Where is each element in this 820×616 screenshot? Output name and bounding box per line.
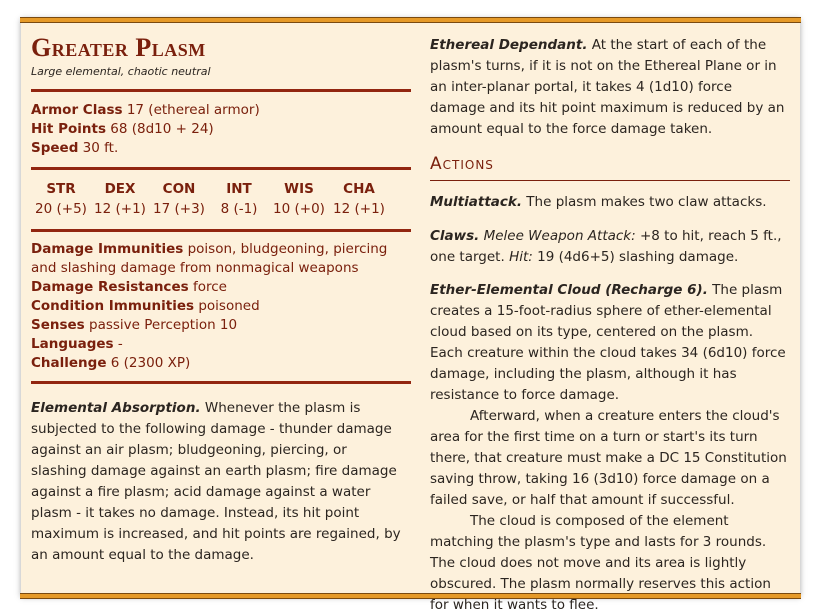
trait-elemental-absorption bbox=[31, 398, 401, 566]
action-text-2: Afterward, when a creature enters the cloud's area for the first time on a turn or start's its turn there, that creature must make a DC 15 Constitution saving throw, taking 16 (3d10) force damage on a failed save, or half that amount if successful. bbox=[430, 408, 787, 508]
ability-score: 17 (+3) bbox=[153, 201, 205, 217]
ability-label: DEX bbox=[104, 181, 136, 197]
left-column bbox=[31, 19, 411, 597]
action-claws bbox=[430, 226, 785, 268]
ability-label: STR bbox=[46, 181, 76, 197]
monster-type: Large elemental, chaotic neutral bbox=[31, 65, 211, 78]
action-text-3: The cloud is composed of the element matching the plasm's type and lasts for 3 rounds. The cloud does not move and its area is lightly obscured. The plasm normally reserves this action for when it wants to flee. bbox=[430, 513, 771, 613]
divider bbox=[31, 381, 411, 384]
divider bbox=[31, 167, 411, 170]
action-text: +8 to hit, reach 5 ft., one target. bbox=[430, 228, 782, 265]
stat-block bbox=[21, 19, 800, 613]
action-text: The plasm makes two claw attacks. bbox=[526, 194, 767, 210]
right-column bbox=[430, 19, 790, 613]
damage-immunities: Damage Immunities poison, bludgeoning, piercing and slashing damage from nonmagical weapons bbox=[31, 241, 388, 276]
hit-text: 19 (4d6+5) slashing damage. bbox=[537, 249, 739, 265]
senses: Senses passive Perception 10 bbox=[31, 317, 238, 333]
action-name: Multiattack. bbox=[430, 194, 522, 210]
damage-resistances: Damage Resistances force bbox=[31, 279, 227, 295]
hit-points: Hit Points 68 (8d10 + 24) bbox=[31, 121, 214, 137]
ability-score: 8 (-1) bbox=[220, 201, 258, 217]
actions-heading: Actions bbox=[430, 154, 494, 174]
action-ether-elemental-cloud bbox=[430, 280, 787, 616]
trait-name: Elemental Absorption. bbox=[31, 400, 201, 416]
divider bbox=[31, 229, 411, 232]
actions-divider bbox=[430, 180, 790, 181]
hit-label: Hit: bbox=[509, 249, 533, 265]
ability-score: 12 (+1) bbox=[94, 201, 146, 217]
speed: Speed 30 ft. bbox=[31, 140, 119, 156]
ability-score: 10 (+0) bbox=[273, 201, 325, 217]
ability-label: CON bbox=[162, 181, 196, 197]
ability-score: 12 (+1) bbox=[333, 201, 385, 217]
trait-text: At the start of each of the plasm's turns, if it is not on the Ethereal Plane or in an inter-planar portal, it takes 4 (1d10) force damage and its hit point maximum is reduced by an amount equal to the force damage taken. bbox=[430, 37, 785, 137]
attack-type: Melee Weapon Attack: bbox=[483, 228, 636, 244]
ability-scores bbox=[31, 181, 391, 221]
monster-name: Greater Plasm bbox=[31, 33, 206, 62]
challenge: Challenge 6 (2300 XP) bbox=[31, 355, 191, 371]
ability-label: INT bbox=[226, 181, 252, 197]
action-name: Claws. bbox=[430, 228, 480, 244]
ability-score: 20 (+5) bbox=[35, 201, 87, 217]
trait-text: Whenever the plasm is subjected to the following damage - thunder damage against an air plasm; bludgeoning, piercing, or slashing damage against an earth plasm; fire damage against a fire plasm; acid damage against a water plasm - it takes no damage. Instead, its hit point maximum is increased, and hit points are regained, by an amount equal to the damage. bbox=[31, 400, 401, 563]
trait-ethereal-dependant bbox=[430, 35, 785, 140]
trait-name: Ethereal Dependant. bbox=[430, 37, 588, 53]
action-multiattack bbox=[430, 192, 785, 213]
languages: Languages - bbox=[31, 336, 123, 352]
action-text: The plasm creates a 15-foot-radius sphere of ether-elemental cloud based on its type, centered on the plasm. Each creature within the cloud takes 34 (6d10) force damage, including the plasm, although it has resistance to force damage. bbox=[430, 282, 786, 403]
divider bbox=[31, 89, 411, 92]
action-name: Ether-Elemental Cloud (Recharge 6). bbox=[430, 282, 708, 298]
ability-label: WIS bbox=[284, 181, 314, 197]
ability-label: CHA bbox=[343, 181, 375, 197]
armor-class: Armor Class 17 (ethereal armor) bbox=[31, 102, 260, 118]
condition-immunities: Condition Immunities poisoned bbox=[31, 298, 260, 314]
